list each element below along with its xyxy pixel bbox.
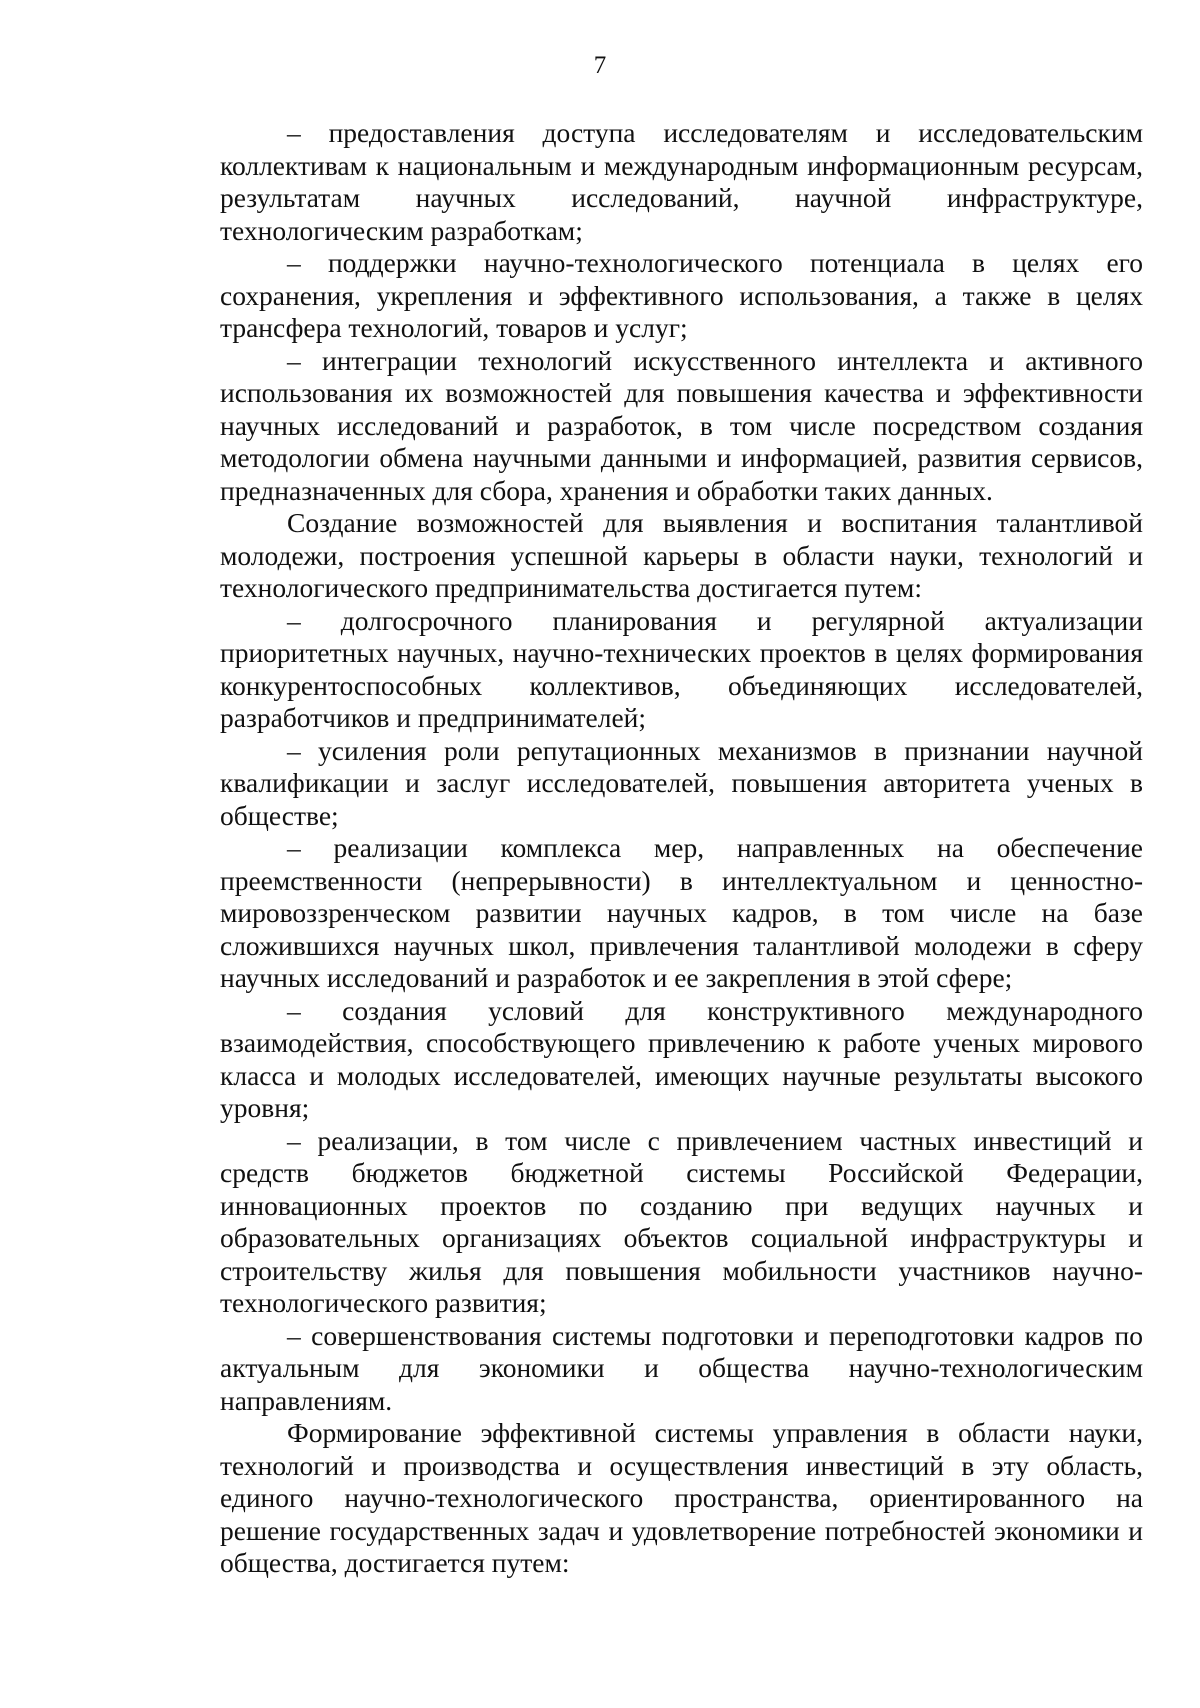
page-number: 7: [593, 52, 607, 79]
list-item-planning: – долгосрочного планирования и регулярной актуализации приоритетных научных, научно-технических проектов в целях формирования конкурентоспособных коллективов, объединяющих исследователей, разработчиков и предпринимателей;: [220, 604, 1143, 733]
list-item-ai-integration: – интеграции технологий искусственного интеллекта и активного использования их возможностей для повышения качества и эффективности научных исследований и разработок, в том числе посредством создания методологии обмена научными данными и информацией, развития сервисов, предназначенных для сбора, хранения и обработки таких данных.: [220, 344, 1143, 506]
list-item-potential: – поддержки научно-технологического потенциала в целях его сохранения, укрепления и эффективного использования, а также в целях трансфера технологий, товаров и услуг;: [220, 247, 1143, 343]
document-body: [220, 117, 1143, 1580]
list-item-international: – создания условий для конструктивного международного взаимодействия, способствующего привлечению к работе ученых мирового класса и молодых исследователей, имеющих научные результаты высокого уровня;: [220, 994, 1143, 1123]
list-item-reputation: – усиления роли репутационных механизмов в признании научной квалификации и заслуг исследователей, повышения авторитета ученых в обществе;: [220, 734, 1143, 831]
paragraph-youth-opportunities: Создание возможностей для выявления и воспитания талантливой молодежи, построения успешной карьеры в области науки, технологий и технологического предпринимательства достигается путем:: [220, 507, 1143, 603]
list-item-training: – совершенствования системы подготовки и переподготовки кадров по актуальным для экономики и общества научно-технологическим направлениям.: [220, 1319, 1143, 1416]
list-item-infrastructure: – реализации, в том числе с привлечением частных инвестиций и средств бюджетов бюджетной системы Российской Федерации, инновационных проектов по созданию при ведущих научных и образовательных организациях объектов социальной инфраструктуры и строительству жилья для повышения мобильности участников научно-технологического развития;: [220, 1124, 1143, 1318]
list-item-continuity: – реализации комплекса мер, направленных на обеспечение преемственности (непрерывности) в интеллектуальном и ценностно-мировоззренческом развитии научных кадров, в том числе на базе сложившихся научных школ, привлечения талантливой молодежи в сферу научных исследований и разработок и ее закрепления в этой сфере;: [220, 832, 1143, 993]
paragraph-management-system: Формирование эффективной системы управления в области науки, технологий и производства и осуществления инвестиций в эту область, единого научно-технологического пространства, ориентированного на решение государственных задач и удовлетворение потребностей экономики и общества, достигается путем:: [220, 1417, 1143, 1578]
list-item-access: – предоставления доступа исследователям и исследовательским коллективам к национальным и международным информационным ресурсам, результатам научных исследований, научной инфраструктуре, технологическим разработкам;: [220, 117, 1143, 246]
